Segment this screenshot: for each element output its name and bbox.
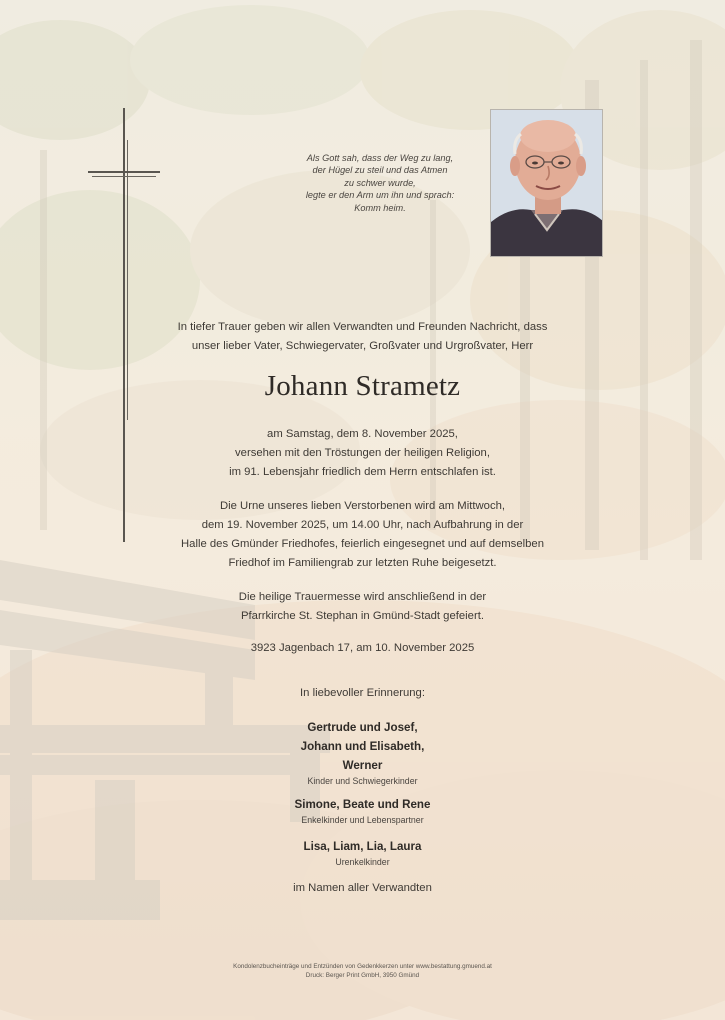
verse-line: Als Gott sah, dass der Weg zu lang,: [306, 153, 454, 163]
great-grandchildren-label: Urenkelkinder: [335, 857, 390, 867]
grandchildren-names: Simone, Beate und Rene: [294, 798, 431, 811]
children-names: Johann und Elisabeth,: [300, 740, 425, 753]
children-label: Kinder und Schwiegerkinder: [307, 776, 418, 786]
great-grandchildren-names: Lisa, Liam, Lia, Laura: [303, 840, 422, 853]
death-line: versehen mit den Tröstungen der heiligen Religion,: [235, 447, 490, 459]
mass-line: Pfarrkirche St. Stephan in Gmünd-Stadt gefeiert.: [240, 610, 484, 622]
grandchildren-label: Enkelkinder und Lebenspartner: [301, 815, 424, 825]
children-names: Werner: [342, 759, 383, 772]
footer-line: Kondolenzbucheinträge und Entzünden von Gedenkkerzen unter www.bestattung.gmuend.at: [233, 963, 492, 970]
intro-text: [0, 318, 725, 356]
footer-line: Druck: Berger Print GmbH, 3950 Gmünd: [305, 972, 420, 979]
closing-text: im Namen aller Verwandten: [293, 882, 432, 894]
burial-line: Friedhof im Familiengrab zur letzten Ruhe beigesetzt.: [228, 557, 497, 569]
mourners-list: [0, 718, 725, 787]
verse-line: Komm heim.: [354, 202, 406, 213]
grandchildren-block: [0, 795, 725, 826]
footer: [0, 962, 725, 980]
death-notice: [0, 425, 725, 482]
verse-line: der Hügel zu steil und das Atmen: [312, 165, 448, 176]
memory-heading: In liebevoller Erinnerung:: [300, 687, 425, 699]
death-line: am Samstag, dem 8. November 2025,: [267, 428, 458, 440]
burial-line: Halle des Gmünder Friedhofes, feierlich eingesegnet und auf demselben: [181, 538, 544, 550]
intro-line: In tiefer Trauer geben wir allen Verwandten und Freunden Nachricht, dass: [177, 321, 548, 333]
death-line: im 91. Lebensjahr friedlich dem Herrn entschlafen ist.: [229, 466, 496, 478]
mass-notice: [0, 588, 725, 626]
place-date: 3923 Jagenbach 17, am 10. November 2025: [250, 642, 475, 654]
verse-line: legte er den Arm um ihn und sprach:: [305, 190, 455, 201]
memorial-verse: [280, 152, 480, 214]
burial-notice: [0, 497, 725, 573]
mass-line: Die heilige Trauermesse wird anschließend in der: [238, 591, 487, 603]
burial-line: dem 19. November 2025, um 14.00 Uhr, nach Aufbahrung in der: [201, 519, 524, 531]
great-grandchildren-block: [0, 837, 725, 868]
portrait-illustration: [491, 110, 603, 257]
portrait-photo: [490, 109, 603, 257]
verse-line: zu schwer wurde,: [344, 177, 416, 188]
deceased-name: Johann Strametz: [264, 370, 461, 402]
intro-line: unser lieber Vater, Schwiegervater, Großvater und Urgroßvater, Herr: [191, 340, 534, 352]
children-names: Gertrude und Josef,: [307, 721, 418, 734]
burial-line: Die Urne unseres lieben Verstorbenen wird am Mittwoch,: [219, 500, 506, 512]
